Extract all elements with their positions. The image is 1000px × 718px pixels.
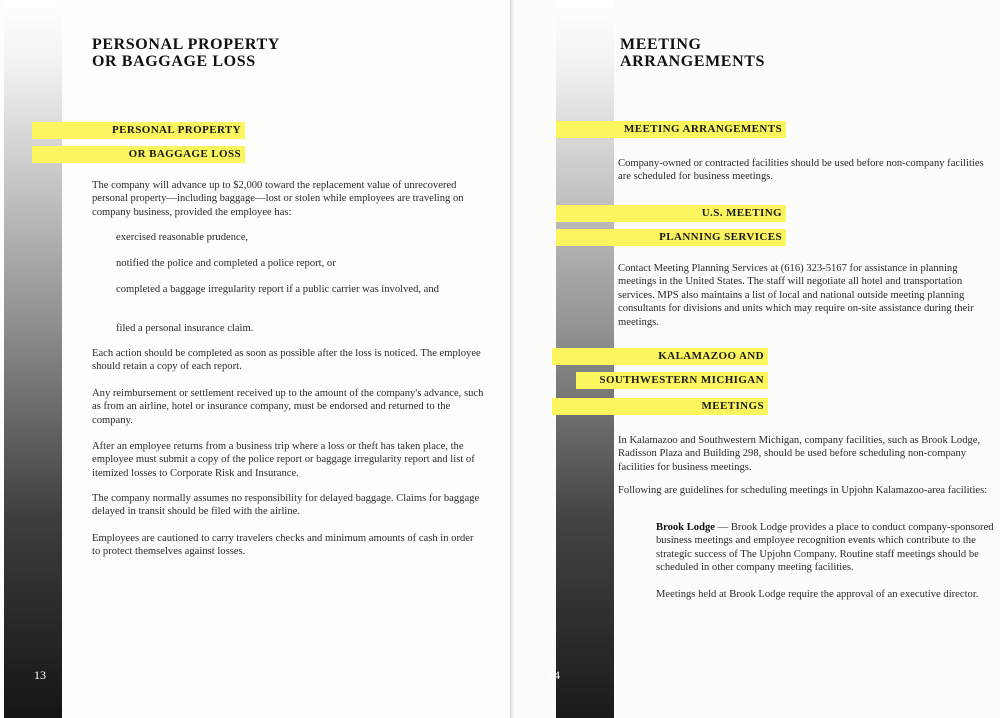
paragraph-retain-report: Each action should be completed as soon as possible after the loss is noticed. The employee should retain a copy of each report. xyxy=(92,348,481,373)
right-title-line-1: MEETING xyxy=(620,36,702,53)
condition-item: filed a personal insurance claim. xyxy=(116,323,254,334)
right-page-title xyxy=(620,36,765,70)
condition-item: completed a baggage irregularity report if a public carrier was involved, and xyxy=(116,284,439,295)
highlight-southwestern-michigan: SOUTHWESTERN MICHIGAN xyxy=(576,372,768,389)
paragraph-brook-lodge xyxy=(656,521,998,575)
highlight-kalamazoo: KALAMAZOO AND xyxy=(552,348,768,365)
paragraph-reimbursement: Any reimbursement or settlement received up to the amount of the company's advance, such as from an airline, hotel or insurance company, must be endorsed and returned to the company. xyxy=(92,388,484,426)
highlight-baggage-loss: OR BAGGAGE LOSS xyxy=(32,146,245,163)
right-page xyxy=(514,0,1000,718)
highlight-planning-services: PLANNING SERVICES xyxy=(556,229,786,246)
highlight-personal-property: PERSONAL PROPERTY xyxy=(32,122,245,139)
right-page-number: 14 xyxy=(548,668,560,682)
paragraph-kalamazoo-facilities: In Kalamazoo and Southwestern Michigan, company facilities, such as Brook Lodge, Radisson Plaza and Building 298, should be used before scheduling non-company facilities for business meetings. xyxy=(618,435,981,473)
right-title-line-2: ARRANGEMENTS xyxy=(620,53,765,70)
left-page-number: 13 xyxy=(34,668,46,682)
paragraph-travelers-checks: Employees are cautioned to carry travelers checks and minimum amounts of cash in order to protect themselves against losses. xyxy=(92,533,474,558)
left-page-title xyxy=(92,36,280,70)
highlight-meetings: MEETINGS xyxy=(552,398,768,415)
paragraph-company-facilities: Company-owned or contracted facilities should be used before non-company facilities are scheduled for business meetings. xyxy=(618,158,984,183)
intro-paragraph: The company will advance up to $2,000 toward the replacement value of unrecovered personal property—including baggage—lost or stolen while employees are traveling on company business, provided the employee has: xyxy=(92,180,464,218)
paragraph-meeting-planning-services: Contact Meeting Planning Services at (616) 323-5167 for assistance in planning meetings in the United States. The staff will negotiate all hotel and transportation services. MPS also maintains a list of local and national outside meeting planning consultants for divisions and units which may require on-site assistance during their meetings. xyxy=(618,263,974,328)
left-title-line-2: OR BAGGAGE LOSS xyxy=(92,53,256,70)
highlight-us-meeting: U.S. MEETING xyxy=(556,205,786,222)
paragraph-delayed-baggage: The company normally assumes no responsibility for delayed baggage. Claims for baggage delayed in transit should be filed with the airline. xyxy=(92,493,480,518)
brook-lodge-description: — Brook Lodge provides a place to conduct company-sponsored business meetings and employee recognition events which contribute to the strategic success of The Upjohn Company. Routine staff meetings should be scheduled in other company meeting facilities. xyxy=(656,522,994,574)
paragraph-after-trip: After an employee returns from a business trip where a loss or theft has taken place, the employee must submit a copy of the police report or baggage irregularity report and list of itemized losses to Corporate Risk and Insurance. xyxy=(92,441,475,479)
left-gradient-bar xyxy=(4,0,62,718)
highlight-meeting-arrangements: MEETING ARRANGEMENTS xyxy=(556,121,786,138)
brook-lodge-term: Brook Lodge xyxy=(656,522,715,533)
paragraph-executive-approval: Meetings held at Brook Lodge require the approval of an executive director. xyxy=(656,589,979,600)
condition-item: notified the police and completed a police report, or xyxy=(116,258,336,269)
paragraph-guidelines: Following are guidelines for scheduling meetings in Upjohn Kalamazoo-area facilities: xyxy=(618,485,988,496)
condition-item: exercised reasonable prudence, xyxy=(116,232,249,243)
left-title-line-1: PERSONAL PROPERTY xyxy=(92,36,280,53)
